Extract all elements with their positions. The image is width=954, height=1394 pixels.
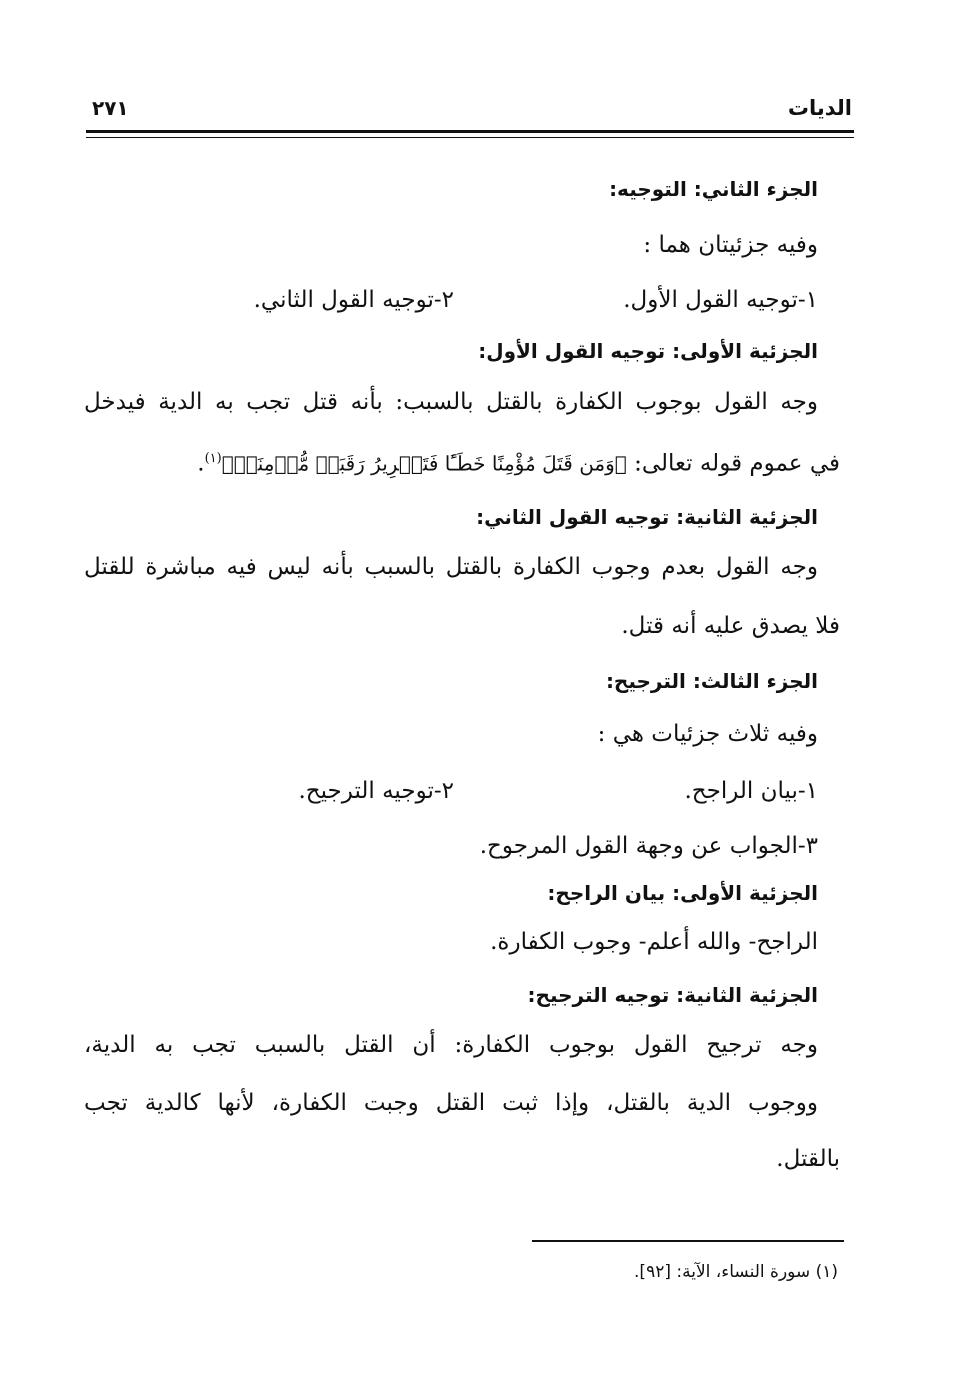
chapter-title: الديات — [787, 96, 852, 120]
sentence-end: . — [197, 450, 205, 477]
sub4-paragraph-line-2: ووجوب الدية بالقتل، وإذا ثبت القتل وجبت الكفارة، لأنها كالدية تجب — [84, 1090, 818, 1116]
running-header — [86, 96, 852, 126]
sub3-heading: الجزئية الأولى: بيان الراجح: — [547, 881, 818, 905]
sub4-paragraph-line-1: وجه ترجيح القول بوجوب الكفارة: أن القتل بالسبب تجب به الدية، — [84, 1032, 818, 1058]
part3-item-2: ٢-توجيه الترجيح. — [298, 778, 454, 804]
page-number: ٢٧١ — [92, 96, 129, 120]
sub1-paragraph-line-1: وجه القول بوجوب الكفارة بالقتل بالسبب: بأنه قتل تجب به الدية فيدخل — [84, 389, 818, 415]
header-rule-thick — [86, 130, 854, 133]
part2-item-1: ١-توجيه القول الأول. — [623, 287, 818, 313]
sub4-heading: الجزئية الثانية: توجيه الترجيح: — [527, 983, 818, 1007]
sub2-paragraph-line-2: فلا يصدق عليه أنه قتل. — [621, 613, 840, 639]
part2-heading: الجزء الثاني: التوجيه: — [609, 177, 818, 201]
part3-item-3: ٣-الجواب عن وجهة القول المرجوح. — [479, 833, 818, 859]
sub4-paragraph-line-3: بالقتل. — [776, 1146, 840, 1172]
footnote: (١) سورة النساء، الآية: [٩٢]. — [634, 1262, 838, 1282]
sub2-paragraph-line-1: وجه القول بعدم وجوب الكفارة بالقتل بالسبب بأنه ليس فيه مباشرة للقتل — [84, 554, 818, 580]
sub2-heading: الجزئية الثانية: توجيه القول الثاني: — [476, 505, 818, 529]
header-rule-thin — [86, 137, 854, 138]
quran-intro: في عموم قوله تعالى: — [626, 450, 840, 477]
part2-item-2: ٢-توجيه القول الثاني. — [253, 287, 454, 313]
part3-heading: الجزء الثالث: الترجيح: — [605, 669, 818, 693]
part3-item-1: ١-بيان الراجح. — [684, 778, 818, 804]
footnote-marker: (١) — [204, 451, 222, 466]
sub1-paragraph-line-2 — [197, 442, 840, 481]
part3-intro: وفيه ثلاث جزئيات هي : — [597, 721, 818, 747]
part2-intro: وفيه جزئيتان هما : — [643, 232, 818, 258]
sub3-paragraph-line-1: الراجح- والله أعلم- وجوب الكفارة. — [490, 929, 818, 955]
sub1-heading: الجزئية الأولى: توجيه القول الأول: — [478, 339, 818, 363]
quran-verse: ﴿وَمَن قَتَلَ مُؤْمِنًا خَطَـًٔا فَتَحۡرِيرُ رَقَبَةٖ مُّؤۡمِنَةٖ﴾ — [221, 451, 627, 476]
footnote-separator — [532, 1240, 844, 1242]
